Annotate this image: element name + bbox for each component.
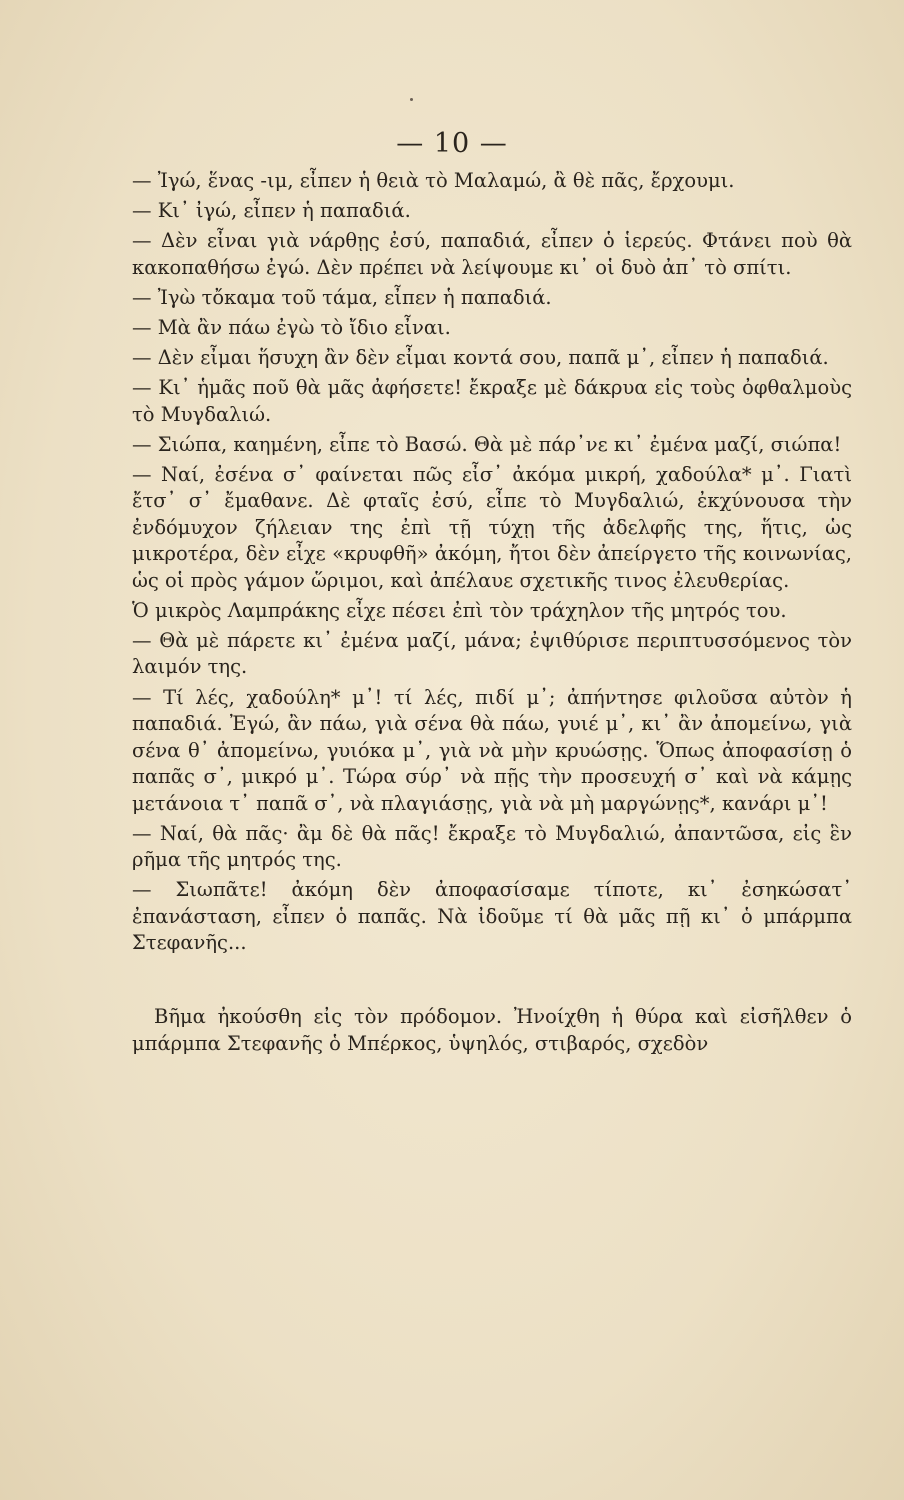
paragraph: — Δὲν εἶναι γιὰ νάρθῃς ἐσύ, παπαδιά, εἶπεν ὁ ἱερεύς. Φτάνει ποὺ θὰ κακοπαθήσω ἐγώ. Δὲν πρέπει νὰ λείψουμε κι᾽ οἱ δυὸ ἀπ᾽ τὸ σπίτι. — [132, 229, 852, 279]
paragraph: — Τί λές, χαδούλη* μ᾽! τί λές, πιδί μ᾽; ἀπήντησε φιλοῦσα αὐτὸν ἡ παπαδιά. Ἐγώ, ἂν πάω, γιὰ σένα θὰ πάω, γυιέ μ᾽, κι᾽ ἂν ἀπομείνω, γιὰ σένα θ᾽ ἀπομείνω, γυιόκα μ᾽, γιὰ νὰ μὴν κρυώσῃς. Ὅπως ἀποφασίσῃ ὁ παπᾶς σ᾽, μικρό μ᾽. Τώρα σύρ᾽ νὰ πῇς τὴν προσευχή σ᾽ καὶ νὰ κάμῃς μετάνοια τ᾽ παπᾶ σ᾽, νὰ πλαγιάσῃς, γιὰ νὰ μὴ μαργώνῃς*, κανάρι μ᾽! — [132, 685, 852, 815]
paragraph: — Σιωπᾶτε! ἀκόμη δὲν ἀποφασίσαμε τίποτε, κι᾽ ἐσηκώσατ᾽ ἐπανάσταση, εἶπεν ὁ παπᾶς. Νὰ ἰδοῦμε τί θὰ μᾶς πῇ κι᾽ ὁ μπάρμπα Στεφανῆς... — [132, 878, 852, 955]
paragraph: — Σιώπα, καημένη, εἶπε τὸ Βασώ. Θὰ μὲ πάρ᾽νε κι᾽ ἐμένα μαζί, σιώπα! — [132, 432, 842, 456]
paragraph: Βῆμα ἠκούσθη εἰς τὸν πρόδομον. Ἠνοίχθη ἡ θύρα καὶ εἰσῆλθεν ὁ μπάρμπα Στεφανῆς ὁ Μπέρκος, ὑψηλός, στιβαρός, σχεδὸν — [132, 1005, 852, 1055]
paragraph: — Ναί, θὰ πᾶς· ἂμ δὲ θὰ πᾶς! ἔκραξε τὸ Μυγδαλιώ, ἀπαντῶσα, εἰς ἓν ρῆμα τῆς μητρός της. — [132, 821, 852, 872]
ink-speck — [410, 98, 413, 101]
paragraph: — Κι᾽ ἡμᾶς ποῦ θὰ μᾶς ἀφήσετε! ἔκραξε μὲ δάκρυα εἰς τοὺς ὀφθαλμοὺς τὸ Μυγδαλιώ. — [132, 376, 852, 426]
paragraph: — Ἰγὼ τὄκαμα τοῦ τάμα, εἶπεν ἡ παπαδιά. — [132, 285, 552, 309]
paragraph: Ὁ μικρὸς Λαμπράκης εἶχε πέσει ἐπὶ τὸν τράχηλον τῆς μητρός του. — [132, 598, 787, 622]
paragraph: — Ναί, ἐσένα σ᾽ φαίνεται πῶς εἶσ᾽ ἀκόμα μικρή, χαδούλα* μ᾽. Γιατὶ ἔτσ᾽ σ᾽ ἔμαθανε. Δὲ φταῖς ἐσύ, εἶπε τὸ Μυγδαλιώ, ἐκχύνουσα τὴν ἐνδόμυχον ζήλειαν της ἐπὶ τῇ τύχῃ τῆς ἀδελφῆς της, ἥτις, ὡς μικροτέρα, δὲν εἶχε «κρυφθῆ» ἀκόμη, ἤτοι δὲν ἀπείργετο τῆς κοινωνίας, ὡς οἱ πρὸς γάμον ὥριμοι, καὶ ἀπέλαυε σχετικῆς τινος ἐλευθερίας. — [132, 462, 852, 592]
paragraph: — Θὰ μὲ πάρετε κι᾽ ἐμένα μαζί, μάνα; ἐψιθύρισε περιπτυσσόμενος τὸν λαιμόν της. — [132, 628, 852, 679]
paragraph: — Μὰ ἂν πάω ἐγὼ τὸ ἴδιο εἶναι. — [132, 315, 451, 339]
section-gap — [132, 960, 852, 1004]
page-text — [132, 168, 852, 1061]
page-number: — 10 — — [396, 128, 508, 159]
paragraph: — Ἰγώ, ἕνας -ιμ, εἶπεν ἡ θειὰ τὸ Μαλαμώ, ἂ θὲ πᾶς, ἔρχουμι. — [132, 169, 735, 192]
paragraph: — Δὲν εἶμαι ἥσυχη ἂν δὲν εἶμαι κοντά σου, παπᾶ μ᾽, εἶπεν ἡ παπαδιά. — [132, 345, 829, 369]
paragraph: — Κι᾽ ἰγώ, εἶπεν ἡ παπαδιά. — [132, 199, 411, 223]
